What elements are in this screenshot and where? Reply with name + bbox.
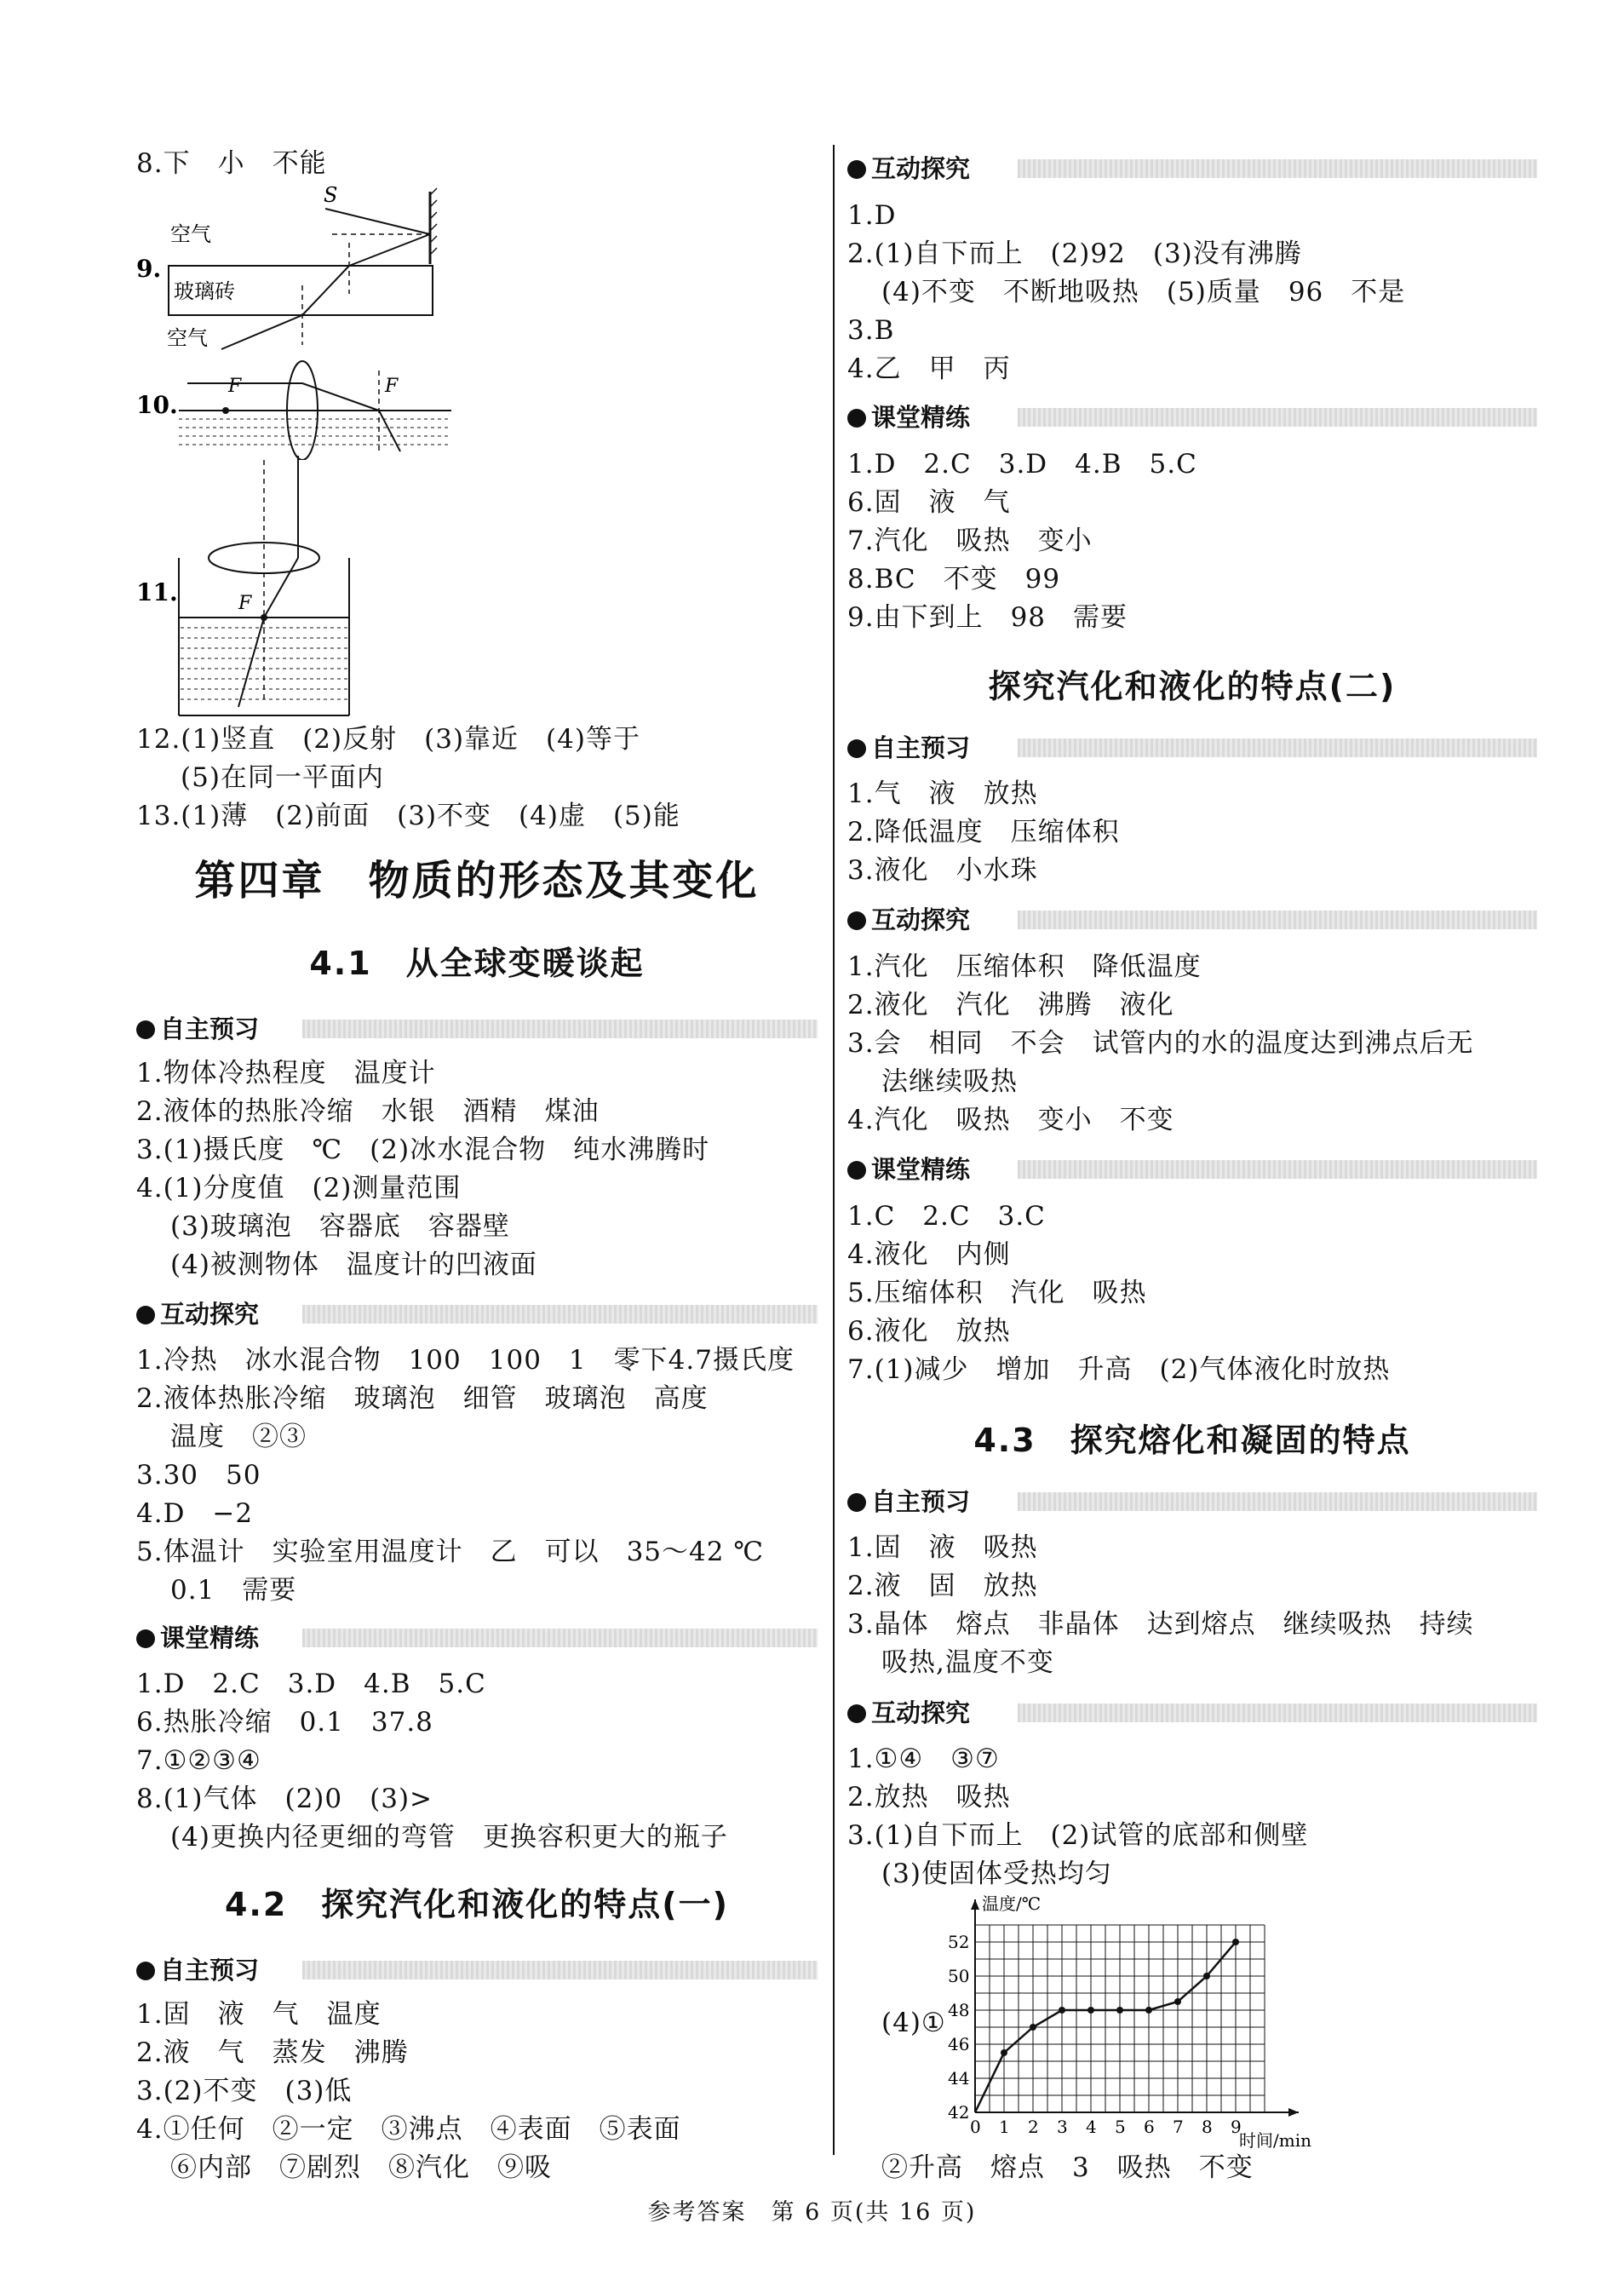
section-header: 互动探究 bbox=[136, 1299, 259, 1330]
q10-number: 10. bbox=[136, 391, 178, 419]
bullet-icon bbox=[847, 1493, 866, 1512]
section-header: 自主预习 bbox=[136, 1955, 259, 1985]
answer-line: 7.①②③④ bbox=[136, 1745, 261, 1776]
y-axis-label: 温度/℃ bbox=[982, 1895, 1042, 1914]
answer-line: 5.压缩体积 汽化 吸热 bbox=[847, 1278, 1147, 1308]
answer-4-2: ②升高 熔点 3 吸热 不变 bbox=[881, 2152, 1254, 2183]
y-tick-label: 44 bbox=[948, 2068, 970, 2089]
answer-line: 1.D bbox=[847, 200, 897, 231]
answer-line: 1.固 液 气 温度 bbox=[136, 1999, 382, 2030]
answer-line: (3)玻璃泡 容器底 容器壁 bbox=[170, 1211, 510, 1242]
answer-line: 2.降低温度 压缩体积 bbox=[847, 817, 1120, 847]
bullet-icon bbox=[136, 1962, 155, 1980]
section-header: 自主预习 bbox=[847, 733, 970, 763]
data-point bbox=[1203, 1973, 1210, 1979]
y-tick-label: 46 bbox=[948, 2034, 970, 2054]
answer-line: 7.(1)减少 增加 升高 (2)气体液化时放热 bbox=[847, 1354, 1391, 1385]
q10-diagram bbox=[136, 358, 460, 460]
answer-line: 吸热,温度不变 bbox=[881, 1647, 1054, 1678]
glass-label: 玻璃砖 bbox=[174, 279, 235, 303]
bullet-icon bbox=[847, 911, 866, 930]
y-tick-label: 52 bbox=[948, 1932, 970, 1952]
column-divider bbox=[833, 145, 835, 2155]
answer-line: 1.①④ ③⑦ bbox=[847, 1744, 1000, 1774]
section-4-3-title: 4.3 探究熔化和凝固的特点 bbox=[973, 1422, 1411, 1459]
answer-line: 1.固 液 吸热 bbox=[847, 1532, 1038, 1563]
bullet-icon bbox=[136, 1306, 155, 1324]
y-tick-label: 50 bbox=[948, 1966, 970, 1986]
answer-12a: 12.(1)竖直 (2)反射 (3)靠近 (4)等于 bbox=[136, 724, 640, 755]
header-bar bbox=[1018, 911, 1537, 929]
answer-line: 1.D 2.C 3.D 4.B 5.C bbox=[847, 449, 1197, 480]
answer-line: 4.液化 内侧 bbox=[847, 1239, 1011, 1270]
answer-line: 1.汽化 压缩体积 降低温度 bbox=[847, 951, 1202, 982]
answer-line: (4)更换内径更细的弯管 更换容积更大的瓶子 bbox=[170, 1822, 728, 1853]
bullet-icon bbox=[847, 1704, 866, 1723]
answer-line: 6.热胀冷缩 0.1 37.8 bbox=[136, 1707, 433, 1738]
header-bar bbox=[1018, 1492, 1537, 1511]
header-bar bbox=[1018, 1160, 1537, 1179]
header-bar bbox=[1018, 159, 1537, 178]
y-tick-label: 48 bbox=[948, 2000, 970, 2020]
x-tick-label: 4 bbox=[1086, 2117, 1097, 2137]
answer-line: 4.汽化 吸热 变小 不变 bbox=[847, 1105, 1174, 1135]
answer-8: 8.下 小 不能 bbox=[136, 148, 327, 179]
answer-line: 8.BC 不变 99 bbox=[847, 564, 1061, 595]
answer-line: 3.(2)不变 (3)低 bbox=[136, 2076, 353, 2106]
header-bar bbox=[302, 1961, 818, 1979]
x-axis-arrow bbox=[1288, 2108, 1299, 2117]
section-header: 互动探究 bbox=[847, 153, 970, 184]
answer-12b: (5)在同一平面内 bbox=[181, 762, 384, 793]
source-s: S bbox=[324, 183, 338, 207]
bullet-icon bbox=[847, 409, 866, 428]
focus-f2: F bbox=[385, 376, 399, 397]
answer-line: 8.(1)气体 (2)0 (3)> bbox=[136, 1784, 433, 1814]
answer-line: 4.①任何 ②一定 ③沸点 ④表面 ⑤表面 bbox=[136, 2114, 681, 2145]
temperature-time-chart bbox=[941, 1895, 1316, 2155]
header-bar bbox=[1018, 408, 1537, 427]
answer-line: 法继续吸热 bbox=[881, 1066, 1018, 1097]
answer-line: 6.固 液 气 bbox=[847, 487, 1011, 518]
q11-number: 11. bbox=[136, 578, 178, 606]
answer-line: 3.液化 小水珠 bbox=[847, 855, 1038, 886]
answer-line: 2.液 固 放热 bbox=[847, 1571, 1038, 1601]
answer-line: 5.体温计 实验室用温度计 乙 可以 35～42 ℃ bbox=[136, 1537, 764, 1567]
x-tick-label: 6 bbox=[1144, 2117, 1155, 2137]
x-tick-label: 5 bbox=[1115, 2117, 1126, 2137]
header-bar bbox=[302, 1020, 818, 1038]
air-label-bottom: 空气 bbox=[167, 326, 208, 350]
header-bar bbox=[1018, 738, 1537, 757]
section-header: 课堂精练 bbox=[847, 1154, 970, 1185]
answer-line: ⑥内部 ⑦剧烈 ⑧汽化 ⑨吸 bbox=[170, 2152, 552, 2183]
answer-line: 1.气 液 放热 bbox=[847, 779, 1038, 809]
answer-line: 1.C 2.C 3.C bbox=[847, 1201, 1046, 1232]
answer-line: (4)不变 不断地吸热 (5)质量 96 不是 bbox=[881, 277, 1406, 307]
answer-line: 1.物体冷热程度 温度计 bbox=[136, 1058, 436, 1089]
answer-line: 3.会 相同 不会 试管内的水的温度达到沸点后无 bbox=[847, 1028, 1474, 1059]
section-header: 自主预习 bbox=[136, 1014, 259, 1044]
bullet-icon bbox=[136, 1020, 155, 1039]
x-tick-label: 7 bbox=[1173, 2117, 1184, 2137]
answer-line: 4.(1)分度值 (2)测量范围 bbox=[136, 1173, 462, 1204]
bullet-icon bbox=[847, 160, 866, 179]
data-point bbox=[1001, 2049, 1007, 2056]
air-label-top: 空气 bbox=[170, 222, 211, 246]
bullet-icon bbox=[136, 1629, 155, 1648]
x-tick-label: 8 bbox=[1202, 2117, 1213, 2137]
section-title: 探究汽化和液化的特点(二) bbox=[988, 668, 1397, 705]
y-tick-label: 42 bbox=[948, 2102, 970, 2123]
answer-line: (4)被测物体 温度计的凹液面 bbox=[170, 1250, 537, 1280]
x-tick-label: 9 bbox=[1231, 2117, 1242, 2137]
answer-line: 3.晶体 熔点 非晶体 达到熔点 继续吸热 持续 bbox=[847, 1609, 1474, 1640]
header-bar bbox=[302, 1629, 818, 1647]
data-point bbox=[1059, 2007, 1065, 2014]
x-tick-label: 2 bbox=[1028, 2117, 1039, 2137]
answer-4-1-label: (4)① bbox=[881, 2008, 946, 2038]
answer-line: 2.放热 吸热 bbox=[847, 1782, 1011, 1813]
data-point bbox=[1087, 2007, 1094, 2014]
x-tick-label: 0 bbox=[970, 2117, 981, 2137]
answer-line: 2.(1)自下而上 (2)92 (3)没有沸腾 bbox=[847, 238, 1302, 269]
header-bar bbox=[1018, 1704, 1537, 1722]
answer-line: 6.液化 放热 bbox=[847, 1316, 1011, 1347]
focus-f1: F bbox=[228, 376, 242, 397]
data-point bbox=[1030, 2024, 1036, 2031]
bullet-icon bbox=[847, 1161, 866, 1180]
q11-diagram bbox=[136, 447, 460, 720]
section-header: 自主预习 bbox=[847, 1486, 970, 1517]
answer-line: 3.B bbox=[847, 315, 895, 346]
answer-line: 1.D 2.C 3.D 4.B 5.C bbox=[136, 1669, 486, 1699]
section-header: 课堂精练 bbox=[847, 402, 970, 433]
header-bar bbox=[302, 1305, 818, 1324]
section-header: 课堂精练 bbox=[136, 1623, 259, 1653]
answer-line: 2.液体的热胀冷缩 水银 酒精 煤油 bbox=[136, 1096, 600, 1127]
section-4-1-title: 4.1 从全球变暖谈起 bbox=[309, 945, 645, 982]
answer-line: 4.乙 甲 丙 bbox=[847, 353, 1011, 384]
answer-line: (3)使固体受热均匀 bbox=[881, 1859, 1112, 1889]
section-header: 互动探究 bbox=[847, 1698, 970, 1728]
section-4-2-title: 4.2 探究汽化和液化的特点(一) bbox=[224, 1886, 730, 1923]
answer-line: 1.冷热 冰水混合物 100 100 1 零下4.7摄氏度 bbox=[136, 1345, 795, 1376]
data-point bbox=[1174, 1998, 1181, 2005]
bullet-icon bbox=[847, 739, 866, 758]
section-header: 互动探究 bbox=[847, 905, 970, 935]
answer-line: 2.液化 汽化 沸腾 液化 bbox=[847, 990, 1174, 1020]
answer-line: 7.汽化 吸热 变小 bbox=[847, 526, 1093, 556]
answer-13: 13.(1)薄 (2)前面 (3)不变 (4)虚 (5)能 bbox=[136, 801, 680, 831]
data-point bbox=[1145, 2007, 1152, 2014]
answer-line: 3.(1)摄氏度 ℃ (2)冰水混合物 纯水沸腾时 bbox=[136, 1135, 710, 1165]
answer-line: 3.(1)自下而上 (2)试管的底部和侧壁 bbox=[847, 1820, 1309, 1851]
answer-line: 2.液体热胀冷缩 玻璃泡 细管 玻璃泡 高度 bbox=[136, 1383, 709, 1414]
answer-line: 3.30 50 bbox=[136, 1460, 261, 1491]
answer-line: 温度 ②③ bbox=[170, 1422, 307, 1452]
x-axis-label: 时间/min bbox=[1239, 2130, 1311, 2151]
focus-f: F bbox=[238, 593, 252, 614]
data-point bbox=[1116, 2007, 1123, 2014]
page-footer: 参考答案 第 6 页(共 16 页) bbox=[647, 2199, 977, 2226]
answer-line: 2.液 气 蒸发 沸腾 bbox=[136, 2037, 409, 2068]
chapter-title: 第四章 物质的形态及其变化 bbox=[194, 857, 760, 905]
y-axis-arrow bbox=[971, 1899, 979, 1910]
data-point bbox=[1232, 1939, 1239, 1945]
q9-number: 9. bbox=[136, 255, 162, 283]
x-tick-label: 1 bbox=[999, 2117, 1010, 2137]
answer-line: 9.由下到上 98 需要 bbox=[847, 602, 1128, 633]
answer-line: 0.1 需要 bbox=[170, 1575, 297, 1606]
x-tick-label: 3 bbox=[1057, 2117, 1068, 2137]
q9-diagram bbox=[136, 183, 460, 353]
answer-line: 4.D −2 bbox=[136, 1498, 254, 1529]
